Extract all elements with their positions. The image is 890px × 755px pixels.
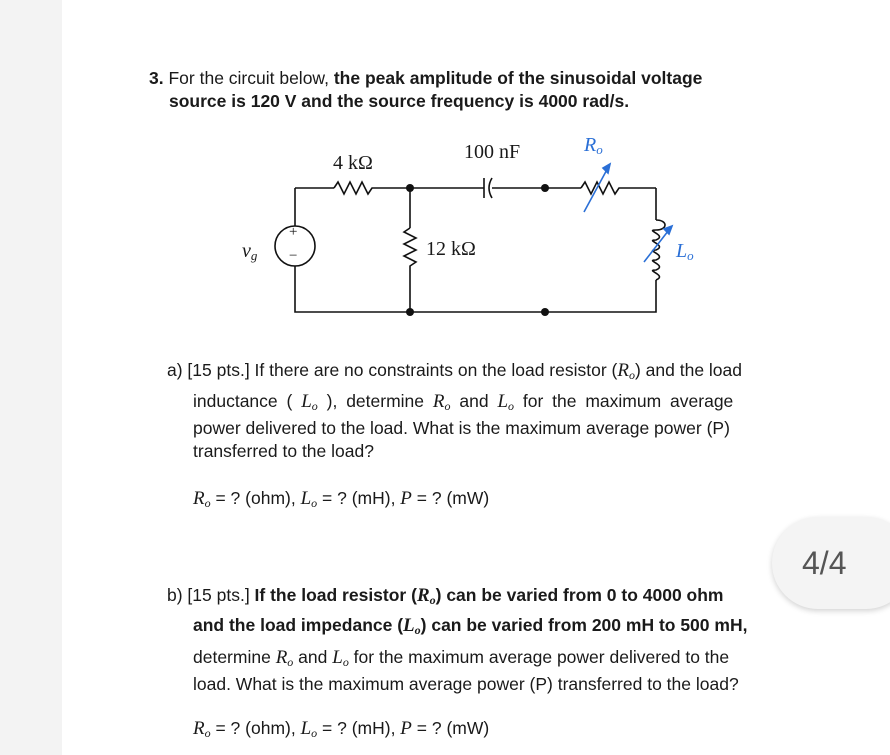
page-indicator-label: 4/4 bbox=[802, 545, 847, 581]
part-b-line1: b) [15 pts.] If the load resistor $(R_o)$ can be varied from 0 to 4000 ohm bbox=[167, 585, 724, 607]
label-lo: $L_o$ bbox=[676, 240, 694, 263]
part-a-answer: $R_o$ = ? (ohm), $L_o$ = ? (mH), P = ? (mW) bbox=[193, 488, 490, 510]
resistor-4k bbox=[334, 182, 410, 194]
node-dot bbox=[406, 308, 414, 316]
part-a-line3: power delivered to the load. What is the maximum average power (P) bbox=[193, 418, 730, 438]
node-dot bbox=[541, 184, 549, 192]
part-b-line3: determine $R_o$ and $L_o$ for the maximum average power delivered to the bbox=[193, 647, 730, 669]
part-b-answer: $R_o$ = ? (ohm), $L_o$ = ? (mH), P = ? (mW) bbox=[193, 718, 490, 740]
problem-intro: For the circuit below, bbox=[168, 68, 329, 88]
part-b-line4: load. What is the maximum average power (P) transferred to the load? bbox=[193, 674, 739, 694]
source-minus: − bbox=[289, 248, 298, 264]
problem-given-line1: the peak amplitude of the sinusoidal voltage bbox=[333, 68, 703, 88]
capacitor bbox=[484, 178, 492, 198]
wire-top-left bbox=[295, 188, 545, 312]
source-plus: + bbox=[289, 224, 298, 240]
label-ro: $R_o$ bbox=[584, 134, 603, 157]
problem-statement bbox=[149, 66, 702, 90]
problem-given-line2: source is 120 V and the source frequency is 4000 rad/s. bbox=[169, 91, 630, 111]
part-a-line4: transferred to the load? bbox=[193, 441, 374, 461]
document-page bbox=[62, 0, 890, 755]
resistor-12k bbox=[404, 228, 416, 270]
part-b-line2: and the load impedance $(L_o)$ can be varied from 200 mH to 500 mH, bbox=[193, 615, 748, 637]
label-100nf: 100 nF bbox=[464, 141, 521, 163]
label-12k: 12 kΩ bbox=[426, 238, 476, 260]
problem-number: 3. bbox=[149, 68, 164, 88]
label-4k: 4 kΩ bbox=[333, 152, 373, 174]
resistor-ro bbox=[581, 182, 656, 194]
node-dot bbox=[541, 308, 549, 316]
part-a-line2: inductance ( $L_o$ ), determine $R_o$ and $L_o$ for the maximum average bbox=[193, 391, 734, 413]
wire-right bbox=[545, 188, 656, 312]
part-a-line1: a) [15 pts.] If there are no constraints on the load resistor $(R_o)$ and the load bbox=[167, 360, 743, 382]
label-vg: $v_g$ bbox=[242, 240, 258, 263]
page-indicator[interactable] bbox=[772, 517, 890, 609]
node-dot bbox=[406, 184, 414, 192]
